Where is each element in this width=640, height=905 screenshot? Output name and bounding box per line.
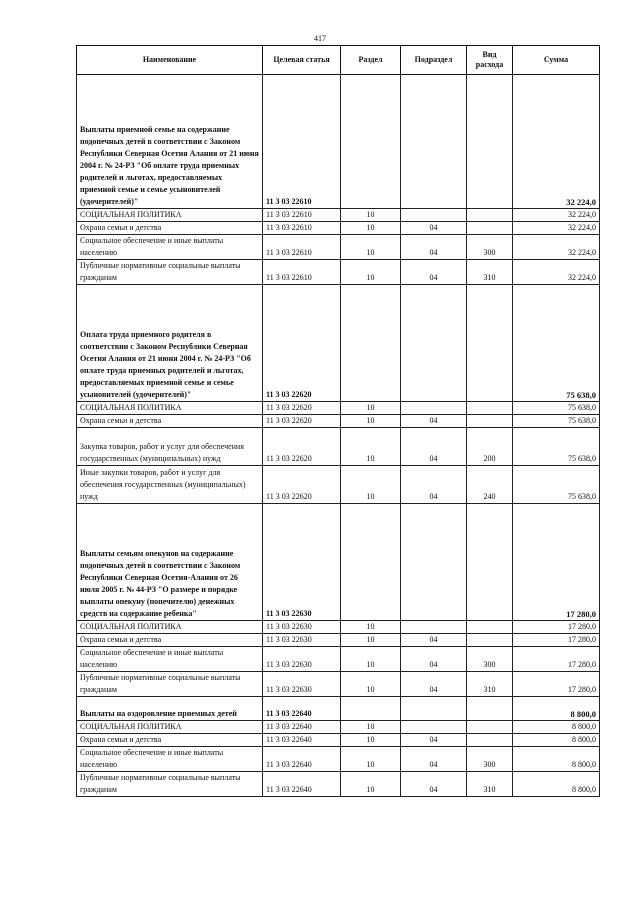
- cell-expense: 300: [467, 235, 513, 260]
- cell-section: 10: [341, 747, 401, 772]
- cell-sum: 32 224,0: [513, 235, 600, 260]
- cell-section: 10: [341, 466, 401, 504]
- cell-name: Публичные нормативные социальные выплаты гражданам: [77, 672, 263, 697]
- cell-expense: 300: [467, 647, 513, 672]
- cell-sum: 17 280,0: [513, 672, 600, 697]
- cell-code: 11 3 03 22620: [263, 402, 341, 415]
- table-row: [77, 222, 600, 235]
- cell-expense: [467, 222, 513, 235]
- cell-sum: 32 224,0: [513, 260, 600, 285]
- cell-name: Социальное обеспечение и иные выплаты населению: [77, 747, 263, 772]
- cell-expense: 240: [467, 466, 513, 504]
- cell-code: 11 3 03 22640: [263, 734, 341, 747]
- cell-section: [341, 75, 401, 209]
- cell-name: Выплаты на оздоровление приемных детей: [77, 697, 263, 721]
- table-row: [77, 772, 600, 797]
- header-code: Целевая статья: [263, 46, 341, 75]
- cell-code: 11 3 03 22620: [263, 466, 341, 504]
- cell-code: 11 3 03 22610: [263, 260, 341, 285]
- cell-section: 10: [341, 415, 401, 428]
- cell-code: 11 3 03 22630: [263, 621, 341, 634]
- cell-code: 11 3 03 22610: [263, 222, 341, 235]
- cell-code: 11 3 03 22610: [263, 75, 341, 209]
- cell-section: 10: [341, 621, 401, 634]
- cell-code: 11 3 03 22640: [263, 747, 341, 772]
- cell-section: 10: [341, 428, 401, 466]
- cell-name: Выплаты приемной семье на содержание подопечных детей в соответствии с Законом Республики Северная Осетия Алания от 21 июня 2004 г. № 24-РЗ "Об оплате труда приемных родителей и льготах, предоставляемых приемной семье и семье усыновителей (удочерителей)": [77, 75, 263, 209]
- header-subsection: Подраздел: [401, 46, 467, 75]
- cell-sum: 32 224,0: [513, 209, 600, 222]
- cell-name: Охрана семьи и детства: [77, 415, 263, 428]
- cell-section: 10: [341, 647, 401, 672]
- cell-subsection: 04: [401, 734, 467, 747]
- table-row: [77, 402, 600, 415]
- cell-name: Оплата труда приемного родителя в соответствии с Законом Республики Северная Осетия Алания от 21 июня 2004 г. № 24-РЗ "Об оплате труда приемных родителей и льготах, предоставляемых приемной семье и семье усыновителей (удочерителей)": [77, 285, 263, 402]
- cell-name: Охрана семьи и детства: [77, 222, 263, 235]
- table-row: [77, 235, 600, 260]
- cell-sum: 75 638,0: [513, 428, 600, 466]
- cell-section: 10: [341, 402, 401, 415]
- header-section: Раздел: [341, 46, 401, 75]
- cell-subsection: [401, 402, 467, 415]
- cell-expense: [467, 415, 513, 428]
- cell-code: 11 3 03 22640: [263, 772, 341, 797]
- table-row: [77, 634, 600, 647]
- cell-code: 11 3 03 22630: [263, 504, 341, 621]
- cell-expense: [467, 402, 513, 415]
- cell-name: СОЦИАЛЬНАЯ ПОЛИТИКА: [77, 721, 263, 734]
- header-expense: Вид расхода: [467, 46, 513, 75]
- cell-subsection: [401, 285, 467, 402]
- cell-subsection: [401, 504, 467, 621]
- cell-expense: 310: [467, 772, 513, 797]
- table-row: [77, 647, 600, 672]
- cell-subsection: 04: [401, 747, 467, 772]
- cell-name: Охрана семьи и детства: [77, 734, 263, 747]
- cell-section: 10: [341, 260, 401, 285]
- cell-expense: [467, 734, 513, 747]
- cell-expense: 310: [467, 672, 513, 697]
- cell-expense: [467, 209, 513, 222]
- cell-subsection: [401, 697, 467, 721]
- cell-expense: 300: [467, 747, 513, 772]
- table-row: [77, 260, 600, 285]
- cell-code: 11 3 03 22610: [263, 209, 341, 222]
- table-row: [77, 621, 600, 634]
- cell-section: [341, 285, 401, 402]
- cell-sum: 17 280,0: [513, 621, 600, 634]
- cell-code: 11 3 03 22630: [263, 672, 341, 697]
- cell-subsection: 04: [401, 772, 467, 797]
- cell-sum: 75 638,0: [513, 466, 600, 504]
- cell-expense: [467, 75, 513, 209]
- cell-name: СОЦИАЛЬНАЯ ПОЛИТИКА: [77, 402, 263, 415]
- cell-section: 10: [341, 721, 401, 734]
- budget-table: [76, 45, 600, 797]
- cell-name: Иные закупки товаров, работ и услуг для обеспечения государственных (муниципальных) нужд: [77, 466, 263, 504]
- cell-code: 11 3 03 22630: [263, 647, 341, 672]
- cell-sum: 8 800,0: [513, 721, 600, 734]
- cell-name: Закупка товаров, работ и услуг для обеспечения государственных (муниципальных) нужд: [77, 428, 263, 466]
- header-sum: Сумма: [513, 46, 600, 75]
- cell-section: 10: [341, 235, 401, 260]
- table-row: [77, 75, 600, 209]
- cell-subsection: 04: [401, 672, 467, 697]
- cell-sum: 75 638,0: [513, 285, 600, 402]
- header-name: Наименование: [77, 46, 263, 75]
- cell-name: СОЦИАЛЬНАЯ ПОЛИТИКА: [77, 621, 263, 634]
- cell-sum: 32 224,0: [513, 75, 600, 209]
- table-row: [77, 721, 600, 734]
- table-header-row: [77, 46, 600, 75]
- cell-expense: [467, 504, 513, 621]
- cell-section: 10: [341, 209, 401, 222]
- cell-expense: [467, 621, 513, 634]
- cell-sum: 75 638,0: [513, 415, 600, 428]
- page-number: 417: [314, 34, 326, 43]
- cell-subsection: [401, 721, 467, 734]
- cell-name: Публичные нормативные социальные выплаты гражданам: [77, 260, 263, 285]
- table-row: [77, 734, 600, 747]
- cell-sum: 75 638,0: [513, 402, 600, 415]
- cell-sum: 8 800,0: [513, 747, 600, 772]
- cell-expense: [467, 721, 513, 734]
- cell-name: Выплаты семьям опекунов на содержание подопечных детей в соответствии с Законом Республики Северная Осетия-Алания от 26 июля 2005 г. № 44-РЗ "О размере и порядке выплаты опекуну (попечителю) денежных средств на содержание ребенка": [77, 504, 263, 621]
- cell-sum: 17 280,0: [513, 647, 600, 672]
- cell-section: [341, 697, 401, 721]
- table-row: [77, 415, 600, 428]
- cell-subsection: 04: [401, 222, 467, 235]
- cell-code: 11 3 03 22620: [263, 285, 341, 402]
- cell-sum: 17 280,0: [513, 504, 600, 621]
- cell-sum: 8 800,0: [513, 734, 600, 747]
- table-row: [77, 697, 600, 721]
- cell-name: Публичные нормативные социальные выплаты гражданам: [77, 772, 263, 797]
- cell-sum: 17 280,0: [513, 634, 600, 647]
- cell-subsection: 04: [401, 428, 467, 466]
- cell-code: 11 3 03 22640: [263, 721, 341, 734]
- cell-code: 11 3 03 22610: [263, 235, 341, 260]
- cell-sum: 32 224,0: [513, 222, 600, 235]
- cell-subsection: [401, 209, 467, 222]
- table-row: [77, 209, 600, 222]
- cell-name: Социальное обеспечение и иные выплаты населению: [77, 235, 263, 260]
- cell-name: Охрана семьи и детства: [77, 634, 263, 647]
- cell-sum: 8 800,0: [513, 697, 600, 721]
- table-row: [77, 672, 600, 697]
- table-row: [77, 285, 600, 402]
- cell-subsection: 04: [401, 235, 467, 260]
- cell-name: СОЦИАЛЬНАЯ ПОЛИТИКА: [77, 209, 263, 222]
- table-row: [77, 504, 600, 621]
- table-row: [77, 747, 600, 772]
- table-row: [77, 428, 600, 466]
- cell-section: 10: [341, 734, 401, 747]
- cell-expense: [467, 634, 513, 647]
- cell-code: 11 3 03 22620: [263, 415, 341, 428]
- cell-subsection: [401, 621, 467, 634]
- cell-code: 11 3 03 22630: [263, 634, 341, 647]
- cell-sum: 8 800,0: [513, 772, 600, 797]
- cell-expense: 310: [467, 260, 513, 285]
- cell-subsection: 04: [401, 260, 467, 285]
- cell-section: [341, 504, 401, 621]
- cell-section: 10: [341, 634, 401, 647]
- cell-subsection: 04: [401, 466, 467, 504]
- cell-subsection: 04: [401, 634, 467, 647]
- cell-expense: 200: [467, 428, 513, 466]
- cell-section: 10: [341, 772, 401, 797]
- cell-name: Социальное обеспечение и иные выплаты населению: [77, 647, 263, 672]
- cell-section: 10: [341, 222, 401, 235]
- cell-subsection: 04: [401, 647, 467, 672]
- cell-subsection: [401, 75, 467, 209]
- cell-subsection: 04: [401, 415, 467, 428]
- cell-code: 11 3 03 22640: [263, 697, 341, 721]
- table-row: [77, 466, 600, 504]
- cell-expense: [467, 697, 513, 721]
- cell-code: 11 3 03 22620: [263, 428, 341, 466]
- cell-section: 10: [341, 672, 401, 697]
- cell-expense: [467, 285, 513, 402]
